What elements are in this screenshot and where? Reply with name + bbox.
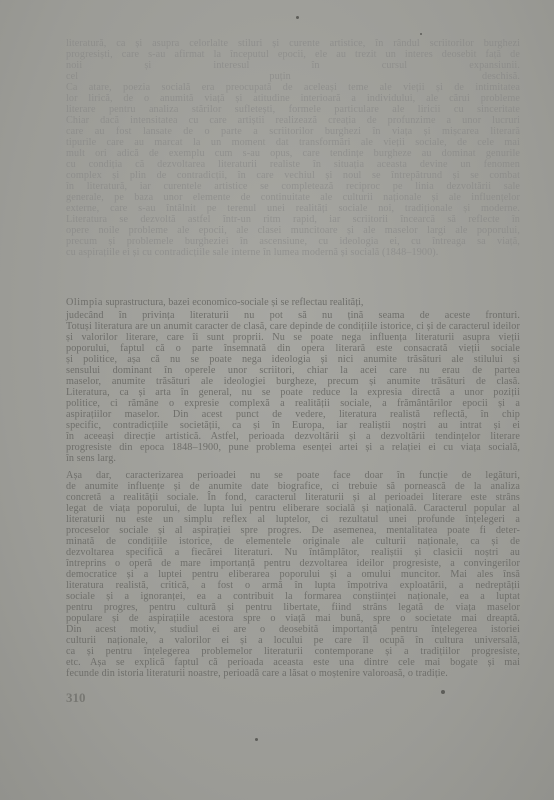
text-line: ca și pentru înțelegerea problemelor literaturii contemporane și a tradițiilor progresiste, xyxy=(66,646,520,657)
dust-speck xyxy=(296,16,299,19)
text-line: legat de viața poporului, de lupta lui pentru eliberare socială și națională. Caracterul popular al xyxy=(66,503,520,514)
text-line: și valorilor literare, care îi sunt proprii. Nu se poate nega influența literaturii asupra vieții xyxy=(66,332,520,343)
text-line: în aceeași direcție artistică. Astfel, perioada dezvoltării și a dezvoltării tendințelor literare xyxy=(66,431,520,442)
text-line: și politice, așa că nu se poate nega ideologia și nici anumite trăsături ale stilului și xyxy=(66,354,520,365)
text-line: în sens larg. xyxy=(66,453,117,464)
text-line: întreprins o operă de mare importanță pentru dezvoltarea ideilor progresiste, a convingerilor xyxy=(66,558,520,569)
text-line: noii și interesul în cursul expansiunii. xyxy=(66,60,520,71)
text-line: cu condiția că dezvoltarea literaturii realiste în situația aceasta devine un fenomen xyxy=(66,159,520,170)
page-number: 310 xyxy=(66,690,86,705)
text-line: Literatura se dezvoltă astfel într-un ritm rapid, iar scriitorii încearcă să reflecte în xyxy=(66,214,520,225)
text-line: Literatura, ca și arta în general, nu se poate reduce la expresia directă a unor poziții xyxy=(66,387,520,398)
text-line: care au fost lansate de o parte a scriitorilor burghezi în viața și mișcarea literară xyxy=(66,126,520,137)
text-line: proceselor sociale și al aspirației spre progres. De asemenea, mentalitatea poate fi deter- xyxy=(66,525,520,536)
text-line: progresiști, care s-au afirmat la începutul epocii, ele au trezit un interes deosebit față de xyxy=(66,49,520,60)
text-line: literaturii nu este un simplu reflex al luptelor, ci rezultatul unei profunde înțelegeri a xyxy=(66,514,520,525)
text-line: Din acest motiv, studiul ei are o deosebită importanță pentru înțelegerea istoriei xyxy=(66,624,520,635)
text-line: mult ori adică de exemplu cum s-au opus, care tendințe burgheze au dominat genurile xyxy=(66,148,520,159)
text-line: maselor, anumite trăsături ale ideologiei burgheze, precum și anumite trăsături de clasă. xyxy=(66,376,520,387)
text-line: poporului, faptul că o parte însemnată din opera literară este consacrată vieții sociale xyxy=(66,343,520,354)
text-line: aspirațiilor maselor. Din acest punct de vedere, literatura realistă reflectă, în chip xyxy=(66,409,520,420)
dust-speck xyxy=(420,33,422,35)
text-line: tipurile care au marcat la un moment dat transformări ale vieții sociale, de cele mai xyxy=(66,137,520,148)
text-line: concretă a realității sociale. În fond, caracterul literaturii și al perioadei literare este strâns xyxy=(66,492,520,503)
text-line: specific, contradicțiile societății, ca și în Europa, iar realiștii noștri au intrat și ei xyxy=(66,420,520,431)
heading-caps-word: Olimpia xyxy=(66,297,103,308)
text-line: populare și de aspirațiile acestora spre o viață mai bună, spre o societate mai dreaptă. xyxy=(66,613,520,624)
text-line: progresiste din epoca 1848–1900, pune problema esenței artei și a relației ei cu viața socială, xyxy=(66,442,520,453)
text-line: Ca atare, poezia socială era preocupată de aceleași teme ale vieții și de intimitatea xyxy=(66,82,520,93)
dust-speck xyxy=(255,738,258,741)
text-line: precum și problemele burgheziei în ascensiune, cu ideologia ei, cu întreaga sa viață, xyxy=(66,236,520,247)
text-line: Chiar dacă intensitatea cu care artiștii realizează creația de profunzime a unor lucruri xyxy=(66,115,520,126)
text-line: etc. Așa se explică faptul că perioada aceasta este una dintre cele mai bogate și mai xyxy=(66,657,520,668)
text-line: politice, ci rămâne o expresie complexă a realității sociale, a frământărilor epocii și a xyxy=(66,398,520,409)
text-line: complex și plin de contradicții, în care vechiul și noul se întrepătrund și se combat xyxy=(66,170,520,181)
text-line: în literatură, iar curentele artistice se completează reciproc pe linia dezvoltării sale xyxy=(66,181,520,192)
upper-text-lines xyxy=(66,38,520,258)
text-line: dezvoltarea specifică a fiecărei literaturi. Nu întâmplător, realiștii și clasicii noștri au xyxy=(66,547,520,558)
text-line: literare pentru analiza stărilor sufletești, formele particulare ale liricii cu sinceritate xyxy=(66,104,520,115)
text-line: Așa dar, caracterizarea perioadei nu se poate face doar în funcție de legături, xyxy=(66,470,520,481)
text-line: literatura realistă, critică, a fost o armă în lupta împotriva exploatării, a nedreptății xyxy=(66,580,520,591)
text-line: opere noile probleme ale epocii, ale clasei muncitoare și ale maselor largi ale poporului, xyxy=(66,225,520,236)
paragraph-2-lines xyxy=(66,470,520,679)
text-line: de anumite influențe și de anumite date biografice, ci trebuie să pornească de la analiza xyxy=(66,481,520,492)
text-line: fecunde din istoria literaturii noastre, perioadă care a lăsat o moștenire valoroasă, o tradiție. xyxy=(66,668,448,679)
text-line: cu aspirațiile ei și cu contradicțiile sale interne în lumea modernă și socială (1848–1900). xyxy=(66,247,439,258)
upper-text-section xyxy=(66,38,520,258)
text-line: pentru progres, pentru cultură și pentru libertate, fiind strâns legată de viața maselor xyxy=(66,602,520,613)
text-line: culturii naționale, a valorilor ei și a locului pe care îl ocupă în cultura universală, xyxy=(66,635,520,646)
paragraph-2 xyxy=(66,470,520,679)
dust-speck xyxy=(441,690,445,694)
text-line: sensului dominant în operele unor scriitori, chiar la acei care nu erau de partea xyxy=(66,365,520,376)
section-heading-line xyxy=(66,297,520,308)
text-line: minată de condițiile istorice, de elementele originale ale culturii naționale, ca și de xyxy=(66,536,520,547)
text-line: externe, care s-au întâlnit pe terenul unei realități sociale noi, tradiționale și moderne. xyxy=(66,203,520,214)
text-line: generale, pe baza unor elemente de continuitate ale culturii naționale și ale influențelor xyxy=(66,192,520,203)
text-line: sociale și a ignoranței, ea a contribuit la formarea conștiinței naționale, ea a luptat xyxy=(66,591,520,602)
paragraph-1 xyxy=(66,310,520,464)
text-line: literatură, ca și asupra celorlalte stiluri și curente artistice, în rândul scriitorilor burghezi xyxy=(66,38,520,49)
text-line: cel puțin deschisă. xyxy=(66,71,520,82)
text-line: judecând în privința literaturii nu pot să nu țină seama de aceste fronturi. xyxy=(66,310,520,321)
heading-tail-text: suprastructura, bazei economico-sociale și se reflectau realități, xyxy=(105,297,364,308)
text-line: Totuși literatura are un anumit caracter de clasă, care depinde de condițiile istorice, ci și de caracterul ideilor xyxy=(66,321,520,332)
text-line: democratice și a luptei pentru eliberarea poporului și a omului muncitor. Mai ales însă xyxy=(66,569,520,580)
paragraph-1-lines xyxy=(66,310,520,464)
text-line: lor lirică, de o anumită viață și atitudine interioară a individului, ale cărui probleme xyxy=(66,93,520,104)
